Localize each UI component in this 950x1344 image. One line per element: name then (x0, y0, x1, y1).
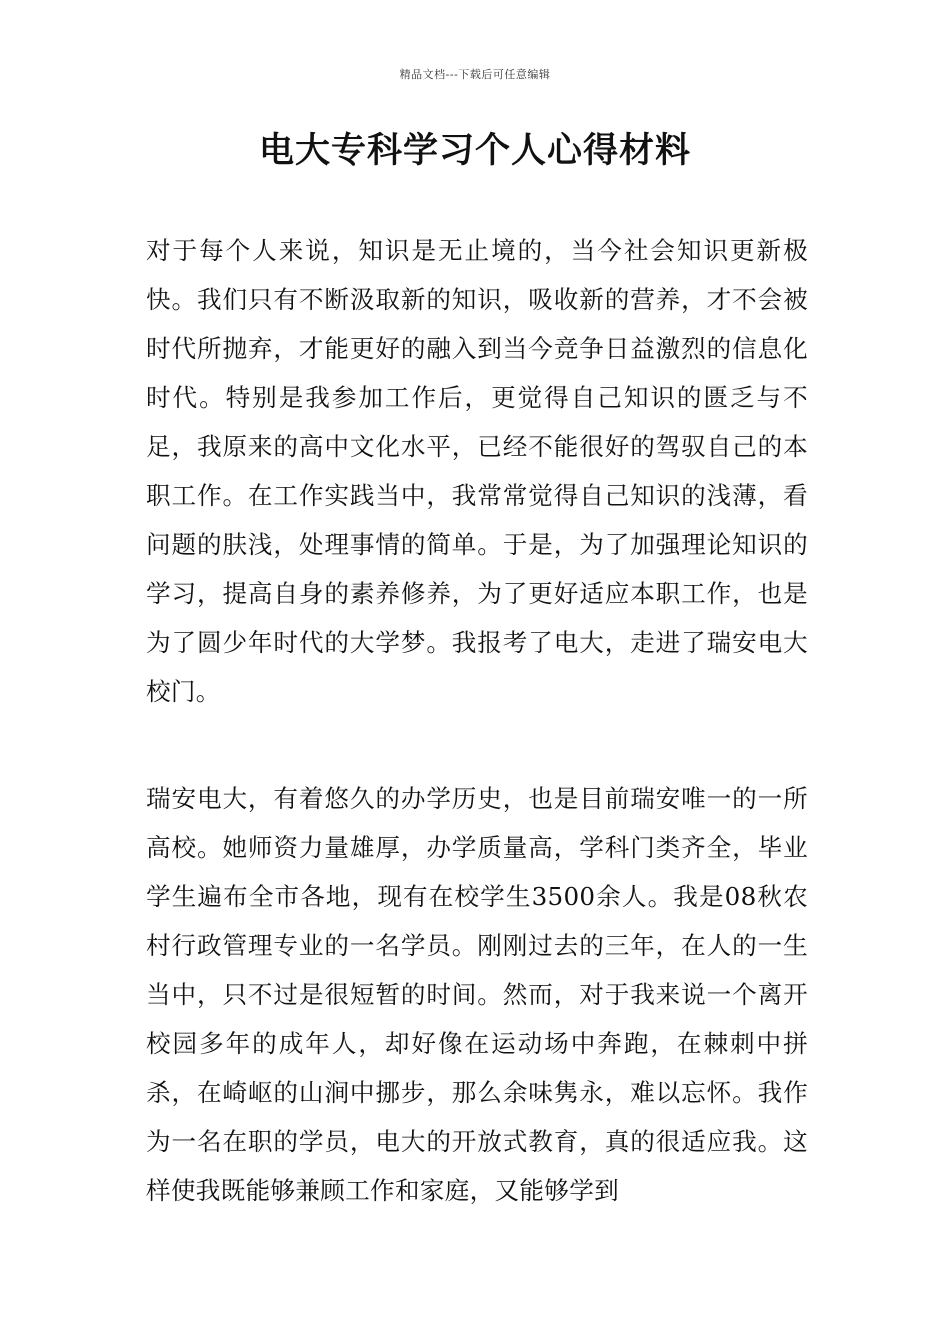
paragraph-1: 对于每个人来说，知识是无止境的，当今社会知识更新极快。我们只有不断汲取新的知识，吸收新的营养，才不会被时代所抛弃，才能更好的融入到当今竞争日益激烈的信息化时代。特别是我参加工作后，更觉得自己知识的匮乏与不足，我原来的高中文化水平，已经不能很好的驾驭自己的本职工作。在工作实践当中，我常常觉得自己知识的浅薄，看问题的肤浅，处理事情的简单。于是，为了加强理论知识的学习，提高自身的素养修养，为了更好适应本职工作，也是为了圆少年时代的大学梦。我报考了电大，走进了瑞安电大校门。 (146, 236, 808, 706)
header-note: 精品文档---下载后可任意编辑 (399, 68, 551, 81)
document-title: 电大专科学习个人心得材料 (258, 130, 691, 171)
paragraph-2: 瑞安电大，有着悠久的办学历史，也是目前瑞安唯一的一所高校。她师资力量雄厚，办学质量高，学科门类齐全，毕业学生遍布全市各地，现有在校学生3500余人。我是08秋农村行政管理专业的一名学员。刚刚过去的三年，在人的一生当中，只不过是很短暂的时间。然而，对于我来说一个离开校园多年的成年人，却好像在运动场中奔跑，在棘刺中拼杀，在崎岖的山涧中挪步，那么余味隽永，难以忘怀。我作为一名在职的学员，电大的开放式教育，真的很适应我。这样使我既能够兼顾工作和家庭，又能够学到 (146, 784, 808, 1205)
